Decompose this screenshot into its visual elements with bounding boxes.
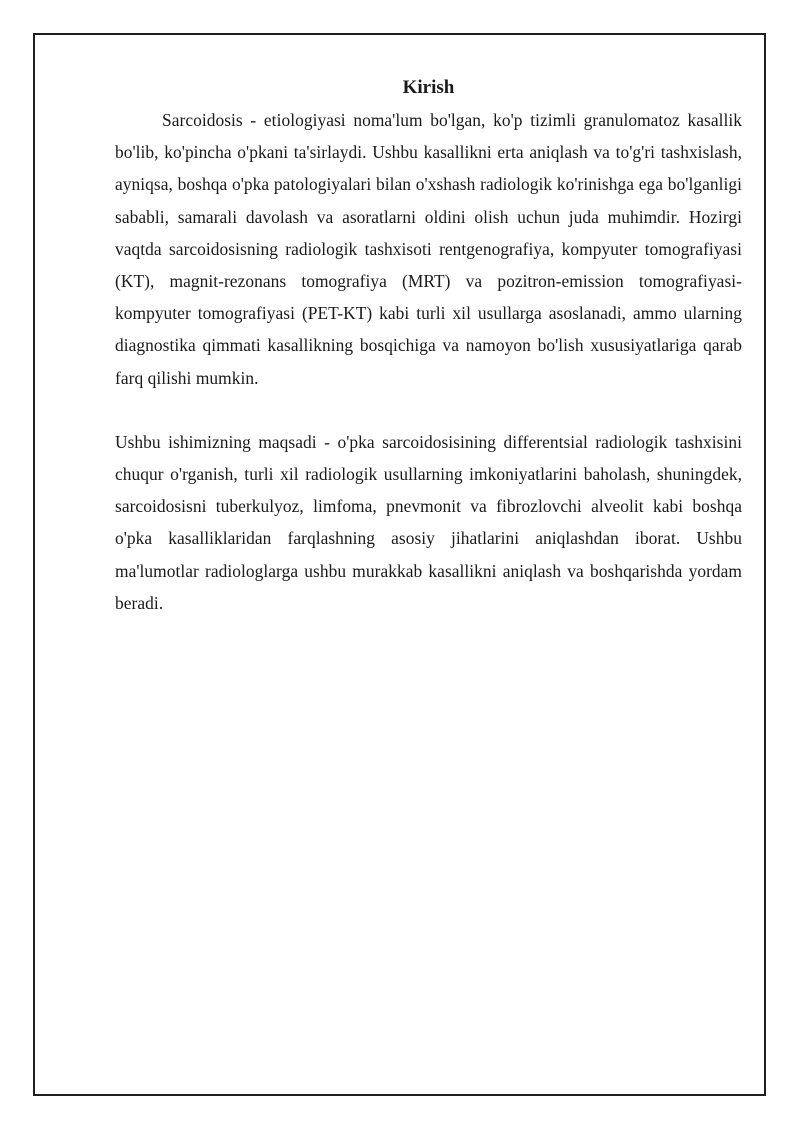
paragraph-spacer <box>115 394 742 426</box>
goal-paragraph: Ushbu ishimizning maqsadi - o'pka sarcoidosisining differentsial radiologik tashxisini chuqur o'rganish, turli xil radiologik usullarning imkoniyatlarini baholash, shuningdek, sarcoidosisni tuberkulyoz, limfoma, pnevmonit va fibrozlovchi alveolit kabi boshqa o'pka kasalliklaridan farqlashning asosiy jihatlarini aniqlashdan iborat. Ushbu ma'lumotlar radiologlarga ushbu murakkab kasallikni aniqlash va boshqarishda yordam beradi. <box>115 431 742 613</box>
document-body <box>115 76 742 619</box>
intro-paragraph: Sarcoidosis - etiologiyasi noma'lum bo'lgan, ko'p tizimli granulomatoz kasallik bo'lib, ko'pincha o'pkani ta'sirlaydi. Ushbu kasallikni erta aniqlash va to'g'ri tashxislash, ayniqsa, boshqa o'pka patologiyalari bilan o'xshash radiologik ko'rinishga ega bo'lganligi sababli, samarali davolash va asoratlarni oldini olish uchun juda muhimdir. Hozirgi vaqtda sarcoidosisning radiologik tashxisoti rentgenografiya, kompyuter tomografiyasi (KT), magnit-rezonans tomografiya (MRT) va pozitron-emission tomografiyasi-kompyuter tomografiyasi (PET-KT) kabi turli xil usullarga asoslanadi, ammo ularning diagnostika qimmati kasallikning bosqichiga va namoyon bo'lish xususiyatlariga qarab farq qilishi mumkin. <box>115 110 742 388</box>
page-title: Kirish <box>402 77 455 98</box>
